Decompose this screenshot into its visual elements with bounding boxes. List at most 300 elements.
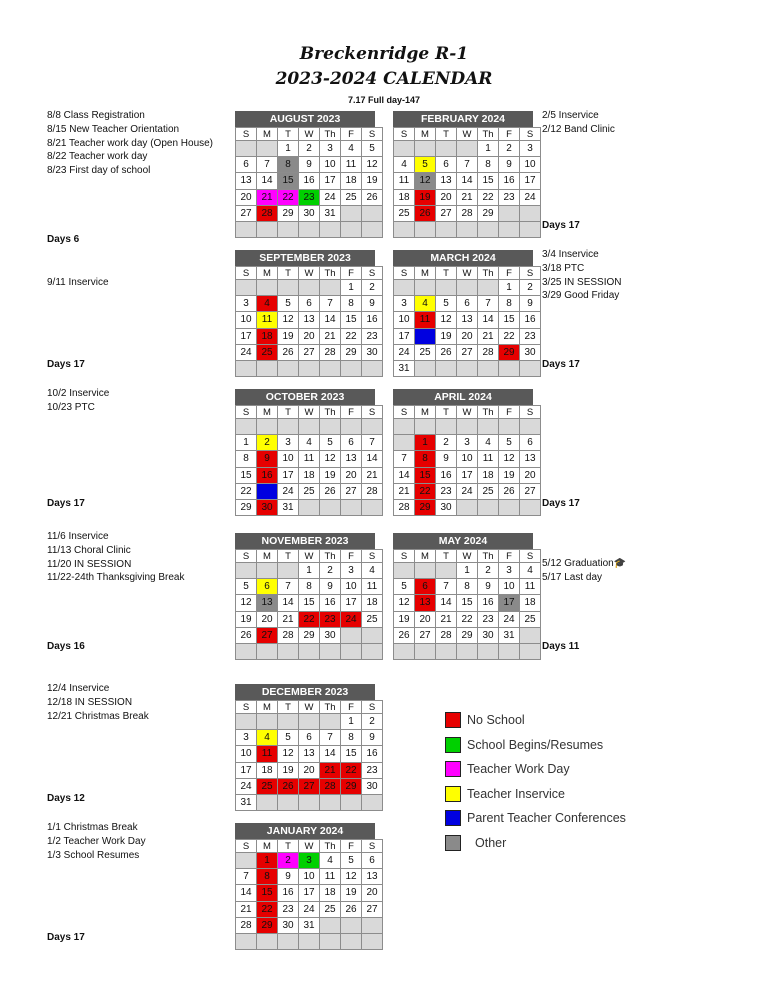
day-cell: 1 <box>499 280 520 296</box>
weekday-label: F <box>499 128 520 141</box>
day-cell: 18 <box>362 595 383 611</box>
day-cell: 24 <box>320 189 341 205</box>
empty-day-cell <box>236 360 257 376</box>
day-cell: 30 <box>478 627 499 643</box>
day-cell: 23 <box>478 611 499 627</box>
day-cell: 6 <box>520 435 541 451</box>
note-line: 3/29 Good Friday <box>542 290 620 302</box>
day-cell: 1 <box>415 435 436 451</box>
day-cell: 1 <box>457 563 478 579</box>
august-notes <box>47 109 213 178</box>
empty-day-cell <box>320 643 341 659</box>
day-cell: 20 <box>415 611 436 627</box>
day-cell: 13 <box>236 173 257 189</box>
day-cell: 13 <box>520 451 541 467</box>
empty-day-cell <box>362 221 383 237</box>
weekday-label: S <box>362 840 383 853</box>
empty-day-cell <box>299 419 320 435</box>
day-cell: 3 <box>236 730 257 746</box>
day-cell: 21 <box>362 467 383 483</box>
empty-day-cell <box>394 221 415 237</box>
day-cell: 23 <box>362 328 383 344</box>
empty-day-cell <box>478 419 499 435</box>
empty-day-cell <box>236 419 257 435</box>
day-cell: 8 <box>257 869 278 885</box>
empty-day-cell <box>415 360 436 376</box>
day-cell: 20 <box>341 467 362 483</box>
day-cell: 16 <box>362 312 383 328</box>
weekday-label: T <box>436 267 457 280</box>
weekday-label: S <box>236 701 257 714</box>
note-line: 9/11 Inservice <box>47 277 109 288</box>
day-cell: 12 <box>278 312 299 328</box>
legend-label: Other <box>475 835 507 850</box>
day-cell: 3 <box>457 435 478 451</box>
day-cell: 30 <box>257 499 278 515</box>
day-cell: 12 <box>362 157 383 173</box>
note-line: 11/22-24th Thanksgiving Break <box>47 572 185 584</box>
weekday-label: Th <box>478 406 499 419</box>
note-line: 8/15 New Teacher Orientation <box>47 123 180 135</box>
empty-day-cell <box>415 643 436 659</box>
day-cell: 8 <box>478 157 499 173</box>
weekday-label: S <box>362 128 383 141</box>
legend-item <box>445 757 626 782</box>
empty-day-cell <box>499 419 520 435</box>
day-cell: 11 <box>320 869 341 885</box>
weekday-label: T <box>278 701 299 714</box>
note-line <box>542 557 626 571</box>
day-cell: 21 <box>257 189 278 205</box>
empty-day-cell <box>299 280 320 296</box>
calendar-november-2023 <box>235 533 378 660</box>
calendar-may-2024 <box>393 533 536 660</box>
empty-day-cell <box>278 794 299 810</box>
day-cell: 14 <box>278 595 299 611</box>
day-cell: 8 <box>341 730 362 746</box>
weekday-label: M <box>257 550 278 563</box>
note-line: 8/23 First day of school <box>47 165 151 177</box>
day-cell: 24 <box>299 901 320 917</box>
empty-day-cell <box>436 563 457 579</box>
day-cell: 5 <box>278 730 299 746</box>
weekday-label: S <box>394 267 415 280</box>
day-cell: 7 <box>362 435 383 451</box>
day-cell: 1 <box>257 853 278 869</box>
weekday-label: F <box>341 840 362 853</box>
day-cell: 18 <box>520 595 541 611</box>
month-header: AUGUST 2023 <box>235 111 375 127</box>
day-cell: 11 <box>257 312 278 328</box>
days-count-dec: Days 12 <box>47 793 85 804</box>
empty-day-cell <box>394 643 415 659</box>
weekday-label: T <box>278 406 299 419</box>
day-cell: 27 <box>299 344 320 360</box>
days-count-feb: Days 17 <box>542 220 580 231</box>
empty-day-cell <box>457 643 478 659</box>
day-cell: 7 <box>320 730 341 746</box>
day-cell: 16 <box>320 595 341 611</box>
day-cell: 27 <box>341 483 362 499</box>
day-cell: 25 <box>520 611 541 627</box>
day-cell: 27 <box>436 205 457 221</box>
day-cell: 22 <box>299 611 320 627</box>
weekday-label: F <box>499 267 520 280</box>
empty-day-cell <box>394 435 415 451</box>
day-cell: 3 <box>236 296 257 312</box>
day-cell: 25 <box>257 344 278 360</box>
day-cell: 2 <box>499 141 520 157</box>
day-cell: 24 <box>520 189 541 205</box>
empty-day-cell <box>278 714 299 730</box>
empty-day-cell <box>341 499 362 515</box>
empty-day-cell <box>236 280 257 296</box>
note-line: 11/6 Inservice <box>47 531 109 542</box>
day-cell: 2 <box>257 435 278 451</box>
empty-day-cell <box>457 360 478 376</box>
empty-day-cell <box>341 933 362 949</box>
day-cell: 12 <box>341 869 362 885</box>
day-cell: 18 <box>394 189 415 205</box>
day-cell: 13 <box>362 869 383 885</box>
empty-day-cell <box>457 499 478 515</box>
weekday-label: F <box>499 550 520 563</box>
empty-day-cell <box>299 643 320 659</box>
graduation-cap-icon: 🎓 <box>613 558 627 569</box>
empty-day-cell <box>362 917 383 933</box>
empty-day-cell <box>436 643 457 659</box>
day-cell: 5 <box>278 296 299 312</box>
day-cell: 27 <box>257 627 278 643</box>
day-cell: 17 <box>320 173 341 189</box>
day-cell: 30 <box>362 344 383 360</box>
weekday-label: W <box>299 128 320 141</box>
day-cell: 3 <box>394 296 415 312</box>
empty-day-cell <box>520 360 541 376</box>
weekday-label: Th <box>320 550 341 563</box>
note-line: 1/2 Teacher Work Day <box>47 835 146 847</box>
empty-day-cell <box>436 141 457 157</box>
weekday-label: S <box>236 406 257 419</box>
empty-day-cell <box>436 419 457 435</box>
empty-day-cell <box>520 205 541 221</box>
empty-day-cell <box>499 643 520 659</box>
day-cell: 16 <box>436 467 457 483</box>
weekday-label: Th <box>478 267 499 280</box>
day-cell: 17 <box>394 328 415 344</box>
day-cell: 6 <box>341 435 362 451</box>
empty-day-cell <box>236 221 257 237</box>
day-cell: 26 <box>278 778 299 794</box>
day-cell: 19 <box>415 189 436 205</box>
empty-day-cell <box>341 627 362 643</box>
note-line: 10/2 Inservice <box>47 388 110 399</box>
day-cell: 15 <box>341 746 362 762</box>
day-cell: 6 <box>236 157 257 173</box>
empty-day-cell <box>415 221 436 237</box>
calendar-august-2023 <box>235 111 378 238</box>
day-cell: 31 <box>299 917 320 933</box>
day-cell: 30 <box>436 499 457 515</box>
day-cell: 6 <box>257 579 278 595</box>
empty-day-cell <box>299 360 320 376</box>
weekday-label: T <box>436 550 457 563</box>
empty-day-cell <box>394 280 415 296</box>
weekday-label: F <box>341 701 362 714</box>
weekday-label: S <box>394 128 415 141</box>
day-cell: 16 <box>257 467 278 483</box>
day-cell: 30 <box>278 917 299 933</box>
day-cell: 19 <box>362 173 383 189</box>
day-cell: 21 <box>320 328 341 344</box>
weekday-label: M <box>257 267 278 280</box>
empty-day-cell <box>457 221 478 237</box>
day-cell: 16 <box>278 885 299 901</box>
day-cell: 6 <box>457 296 478 312</box>
day-cell: 10 <box>278 451 299 467</box>
weekday-label: M <box>415 267 436 280</box>
day-cell: 24 <box>236 344 257 360</box>
empty-day-cell <box>257 794 278 810</box>
days-count-may: Days 11 <box>542 641 580 652</box>
empty-day-cell <box>478 280 499 296</box>
empty-day-cell <box>341 360 362 376</box>
legend-swatch-teacher-inservice <box>445 786 461 802</box>
empty-day-cell <box>362 933 383 949</box>
day-cell: 12 <box>415 173 436 189</box>
empty-day-cell <box>257 360 278 376</box>
legend-swatch-school-begins <box>445 737 461 753</box>
weekday-label: T <box>278 550 299 563</box>
day-cell: 29 <box>257 917 278 933</box>
day-cell: 24 <box>394 344 415 360</box>
empty-day-cell <box>457 280 478 296</box>
day-cell: 9 <box>257 451 278 467</box>
weekday-label: S <box>520 406 541 419</box>
day-cell: 4 <box>394 157 415 173</box>
day-cell: 25 <box>394 205 415 221</box>
weekday-label: W <box>299 840 320 853</box>
day-cell: 25 <box>320 901 341 917</box>
empty-day-cell <box>394 419 415 435</box>
weekday-label: S <box>520 267 541 280</box>
empty-day-cell <box>362 360 383 376</box>
day-cell: 18 <box>320 885 341 901</box>
day-cell: 19 <box>394 611 415 627</box>
day-cell: 24 <box>278 483 299 499</box>
note-line: 12/18 IN SESSION <box>47 696 133 708</box>
weekday-label: T <box>278 128 299 141</box>
day-cell: 5 <box>362 141 383 157</box>
day-cell: 18 <box>299 467 320 483</box>
day-cell: 21 <box>320 762 341 778</box>
legend-label: Teacher Inservice <box>467 786 565 801</box>
legend-label: School Begins/Resumes <box>467 737 604 752</box>
empty-day-cell <box>278 643 299 659</box>
month-header: DECEMBER 2023 <box>235 684 375 700</box>
day-cell: 4 <box>415 296 436 312</box>
day-cell: 19 <box>499 467 520 483</box>
weekday-label: M <box>257 406 278 419</box>
day-cell: 20 <box>436 189 457 205</box>
calendar-september-2023 <box>235 250 378 377</box>
empty-day-cell <box>436 221 457 237</box>
day-cell: 14 <box>257 173 278 189</box>
day-cell: 31 <box>499 627 520 643</box>
weekday-label: Th <box>320 128 341 141</box>
day-cell: 11 <box>520 579 541 595</box>
day-cell: 28 <box>457 205 478 221</box>
day-cell: 22 <box>341 328 362 344</box>
day-cell: 31 <box>236 794 257 810</box>
day-cell: 22 <box>278 189 299 205</box>
legend-item <box>445 733 626 758</box>
day-cell: 22 <box>236 483 257 499</box>
day-cell: 8 <box>299 579 320 595</box>
note-line: 11/13 Choral Clinic <box>47 544 131 556</box>
day-cell: 23 <box>362 762 383 778</box>
day-cell: 30 <box>299 205 320 221</box>
weekday-label: S <box>236 840 257 853</box>
day-cell: 9 <box>299 157 320 173</box>
empty-day-cell <box>236 643 257 659</box>
day-cell: 17 <box>341 595 362 611</box>
day-cell: 19 <box>278 762 299 778</box>
day-cell: 14 <box>436 595 457 611</box>
day-cell: 15 <box>457 595 478 611</box>
day-cell: 25 <box>362 611 383 627</box>
day-cell: 1 <box>236 435 257 451</box>
day-cell: 30 <box>320 627 341 643</box>
day-cell: 29 <box>478 205 499 221</box>
day-cell: 6 <box>362 853 383 869</box>
empty-day-cell <box>320 280 341 296</box>
weekday-label: F <box>499 406 520 419</box>
day-cell: 20 <box>236 189 257 205</box>
day-cell: 21 <box>478 328 499 344</box>
empty-day-cell <box>236 853 257 869</box>
day-cell: 8 <box>341 296 362 312</box>
legend-swatch-parent-teacher-conferences <box>445 810 461 826</box>
day-cell: 12 <box>320 451 341 467</box>
day-cell: 24 <box>499 611 520 627</box>
day-cell: 19 <box>278 328 299 344</box>
day-cell: 29 <box>341 344 362 360</box>
legend-swatch-other <box>445 835 461 851</box>
day-cell: 28 <box>257 205 278 221</box>
empty-day-cell <box>478 360 499 376</box>
day-cell: 11 <box>394 173 415 189</box>
day-cell: 9 <box>478 579 499 595</box>
empty-day-cell <box>236 933 257 949</box>
empty-day-cell <box>520 419 541 435</box>
days-count-apr: Days 17 <box>542 498 580 509</box>
empty-day-cell <box>415 419 436 435</box>
day-cell: 17 <box>457 467 478 483</box>
empty-day-cell <box>236 141 257 157</box>
empty-day-cell <box>299 714 320 730</box>
day-cell: 25 <box>415 344 436 360</box>
weekday-label: Th <box>320 701 341 714</box>
empty-day-cell <box>394 141 415 157</box>
empty-day-cell <box>457 419 478 435</box>
calendar-january-2024 <box>235 823 378 950</box>
empty-day-cell <box>478 643 499 659</box>
legend-label: No School <box>467 713 525 728</box>
day-cell: 17 <box>236 328 257 344</box>
day-cell: 3 <box>320 141 341 157</box>
day-cell: 5 <box>436 296 457 312</box>
day-cell: 22 <box>341 762 362 778</box>
day-cell: 12 <box>499 451 520 467</box>
day-cell: 19 <box>320 467 341 483</box>
day-cell: 26 <box>341 901 362 917</box>
day-cell: 28 <box>236 917 257 933</box>
day-cell: 28 <box>436 627 457 643</box>
day-cell: 14 <box>362 451 383 467</box>
day-cell: 26 <box>436 344 457 360</box>
day-cell: 17 <box>236 762 257 778</box>
day-cell: 18 <box>478 467 499 483</box>
note-line: 1/3 School Resumes <box>47 849 140 861</box>
empty-day-cell <box>320 933 341 949</box>
days-count-oct: Days 17 <box>47 498 85 509</box>
day-cell: 26 <box>394 627 415 643</box>
day-cell: 31 <box>278 499 299 515</box>
month-header: MAY 2024 <box>393 533 533 549</box>
day-cell: 10 <box>299 869 320 885</box>
day-cell: 9 <box>320 579 341 595</box>
day-cell: 4 <box>478 435 499 451</box>
empty-day-cell <box>236 714 257 730</box>
legend-label: Parent Teacher Conferences <box>467 811 626 826</box>
empty-day-cell <box>320 419 341 435</box>
empty-day-cell <box>257 221 278 237</box>
day-cell: 25 <box>478 483 499 499</box>
day-cell: 3 <box>520 141 541 157</box>
day-cell: 15 <box>278 173 299 189</box>
day-cell: 5 <box>236 579 257 595</box>
day-cell: 26 <box>415 205 436 221</box>
day-cell: 28 <box>362 483 383 499</box>
day-cell: 21 <box>236 901 257 917</box>
empty-day-cell <box>257 280 278 296</box>
day-cell: 31 <box>394 360 415 376</box>
empty-day-cell <box>415 563 436 579</box>
weekday-label: M <box>257 128 278 141</box>
day-cell: 8 <box>236 451 257 467</box>
weekday-label: Th <box>478 128 499 141</box>
day-cell: 7 <box>236 869 257 885</box>
day-cell: 16 <box>362 746 383 762</box>
note-line: 2/5 Inservice <box>542 110 599 121</box>
weekday-label: T <box>278 267 299 280</box>
weekday-label: M <box>415 550 436 563</box>
day-cell: 9 <box>436 451 457 467</box>
day-cell: 18 <box>257 328 278 344</box>
weekday-label: W <box>299 267 320 280</box>
empty-day-cell <box>320 360 341 376</box>
day-cell: 26 <box>278 344 299 360</box>
day-cell: 10 <box>341 579 362 595</box>
empty-day-cell <box>278 221 299 237</box>
day-cell: 29 <box>341 778 362 794</box>
day-cell: 9 <box>499 157 520 173</box>
empty-day-cell <box>341 221 362 237</box>
day-cell: 10 <box>320 157 341 173</box>
weekday-label: S <box>236 128 257 141</box>
empty-day-cell <box>436 360 457 376</box>
